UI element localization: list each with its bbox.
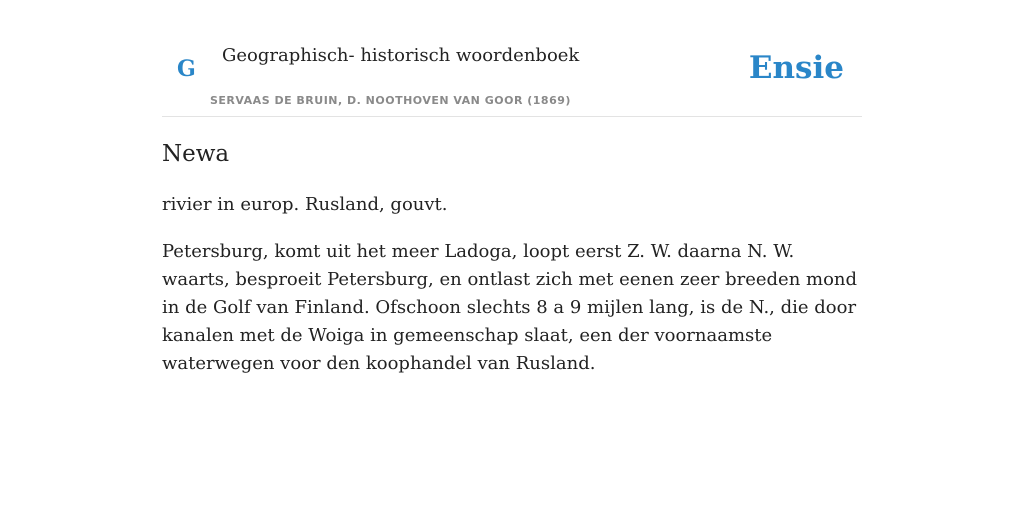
entry-paragraph: Petersburg, komt uit het meer Ladoga, loopt eerst Z. W. daarna N. W. waarts, besproeit Petersburg, en ontlast zich met eenen zeer breeden mond in de Golf van Finland. Ofschoon slechts 8 a 9 mijlen lang, is de N., die door kanalen met de Woiga in gemeenschap slaat, een der voornaamste waterwegen voor den koophandel van Rusland. (162, 241, 858, 374)
book-title[interactable]: Geographisch- historisch woordenboek (222, 45, 580, 66)
book-author: SERVAAS DE BRUIN, D. NOOTHOVEN VAN GOOR (1869) (210, 94, 571, 107)
page (162, 0, 862, 378)
book-letter-icon[interactable]: G (177, 56, 196, 82)
book-header (162, 0, 862, 117)
entry-paragraph: rivier in europ. Rusland, gouvt. (162, 194, 448, 215)
ensie-logo[interactable]: Ensie (748, 50, 844, 86)
entry-title: Newa (162, 141, 230, 167)
